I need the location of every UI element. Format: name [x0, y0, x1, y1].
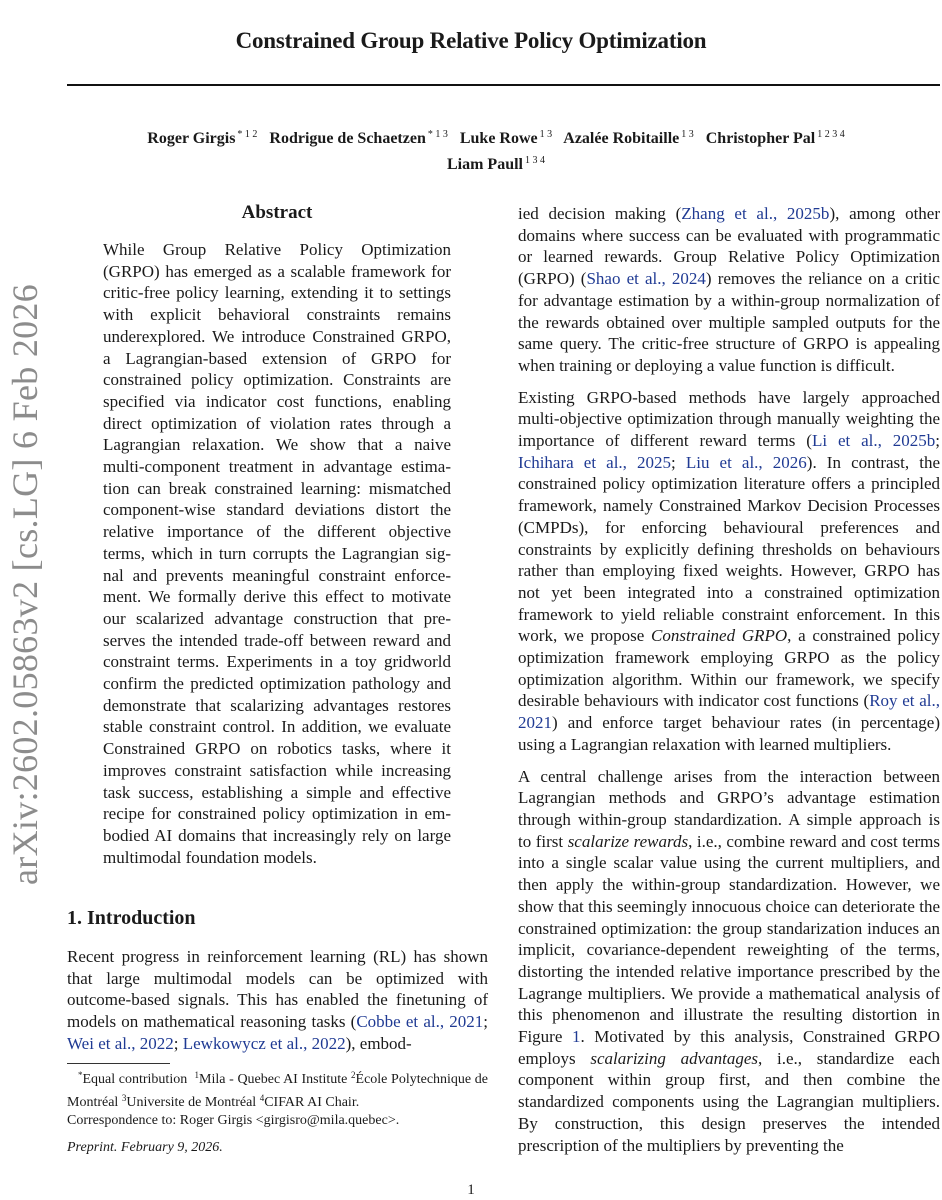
affiliation-number: 2	[351, 1070, 356, 1080]
correspondence-text: Correspondence to: Roger Girgis <girgisro@mila.quebec>.	[67, 1113, 400, 1128]
paper-title: Constrained Group Relative Policy Optimization	[235, 28, 707, 53]
page-number: 1	[467, 1182, 475, 1198]
affiliation-text: Mila - Quebec AI Institute	[199, 1072, 352, 1087]
author-name: Christopher Pal	[705, 130, 816, 147]
arxiv-stamp[interactable]: arXiv:2602.05863v2 [cs.LG] 6 Feb 2026	[5, 283, 45, 885]
author-affiliation: * 1 3	[427, 129, 448, 140]
emphasis-term: scalarizing advantages	[590, 1048, 759, 1068]
intro-text: . Motivated by this analysis, Constrained GRPO employs	[518, 1027, 940, 1068]
intro-text: ), among other domains where success can be evaluated with programmatic or learned rewards. Group Relative Policy Optimization (GRPO) (	[518, 204, 941, 289]
intro-text: ) and enforce target behaviour rates (in percentage) using a Lagrangian relaxation with learned multipliers.	[518, 713, 940, 754]
intro-text: ). In contrast, the constrained policy optimization literature offers a principled framework, namely Constrained Markov Decision Processes (CMPDs), for enforcing behavioural preferences and constraints by explicitly defining thresholds on behaviours rather than employing fixed weights. However, GRPO has not yet been integrated into a constrained optimization framework to yield reliable constraint enforcement. In this work, we propose	[518, 452, 940, 646]
citation-link[interactable]: Li et al., 2025b	[811, 431, 936, 451]
citation-separator: ;	[483, 1012, 488, 1032]
title-rule	[67, 84, 940, 86]
citation-link[interactable]: Roy et al., 2021	[518, 691, 940, 733]
author-affiliation: 1 3	[539, 129, 553, 140]
affiliation-text: École Polytechnique de Montréal	[67, 1072, 489, 1110]
footnote	[67, 1066, 488, 1130]
section-heading-introduction: 1. Introduction	[67, 907, 196, 929]
citation-link[interactable]: Ichihara et al., 2025	[518, 452, 672, 472]
affiliation-number: 3	[121, 1093, 127, 1103]
intro-paragraph	[518, 766, 940, 1157]
footnote-text: Equal contribution	[82, 1072, 191, 1087]
author-name: Liam Paull	[446, 156, 523, 173]
abstract-text: While Group Relative Policy Optimization (GRPO) has emerged as a scalable framework for critic-free policy learning, extending it to settings with explicit behavioral constraints remains underexplored. We introduce Constrained GRPO, a Lagrangian-based extension of GRPO for constrained policy optimization. Constraints are specified via indicator cost functions, enabling direct optimization of violation rates through a Lagrangian relaxation. We show that a naive multi-component treatment in advantage estimation can break constrained learning: mismatched component-wise standard deviations distort the relative importance of the different objective terms, which in turn corrupts the Lagrangian signal and prevents meaningful constraint enforcement. We formally derive this effect to motivate our scalarized advantage construction that preserves the intended trade-off between reward and constraint terms. Experiments in a toy gridworld confirm the predicted optimization pathology and demonstrate that scalarizing advantages restores stable constraint control. In addition, we evaluate Constrained GRPO on robotics tasks, where it improves constraint satisfaction while increasing task success, establishing a simple and effective recipe for constrained policy optimization in embodied AI domains that increasingly rely on large multimodal foundation models.	[103, 240, 451, 867]
emphasis-term: Constrained GRPO	[651, 626, 788, 646]
citation-link[interactable]: Zhang et al., 2025b	[681, 204, 830, 223]
footnote-rule	[67, 1063, 170, 1064]
intro-paragraph	[518, 203, 940, 377]
author-affiliation: 1 2 3 4	[817, 129, 845, 140]
intro-text: , a constrained policy optimization framework employing GRPO as the policy optimization algorithm. Within our framework, we specify desirable behaviours with indicator cost functions (	[518, 626, 940, 711]
citation-link[interactable]: Lewkowycz et al., 2022	[182, 1033, 346, 1053]
citation-separator: ;	[935, 431, 940, 451]
affiliation-number: 4	[259, 1093, 265, 1103]
intro-text: A central challenge arises from the interaction between Lagrangian methods and GRPO’s advantage estimation through within-group standardization. A simple approach is to first	[518, 766, 940, 851]
intro-text: Existing GRPO-based methods have largely approached multi-objective optimization through manually weighting the importance of different reward terms (	[518, 387, 940, 451]
intro-paragraph	[67, 946, 488, 1055]
figure-reference-link[interactable]: 1	[571, 1027, 581, 1047]
author-name: Luke Rowe	[459, 130, 538, 147]
author-name: Azalée Robitaille	[563, 130, 680, 147]
intro-text: ) removes the reliance on a critic for advantage estimation by a within-group normalization of the rewards obtained over multiple sampled outputs for the same query. The critic-free structure of GRPO is appealing when training or deploying a value function is difficult.	[518, 269, 940, 375]
intro-text: Recent progress in reinforcement learning (RL) has shown that large multimodal models can be optimized with outcome-based signals. This has enabled the finetuning of models on mathematical reasoning tasks (	[67, 947, 488, 1032]
author-name: Rodrigue de Schaetzen	[269, 130, 426, 147]
citation-link[interactable]: Liu et al., 2026	[685, 452, 807, 472]
author-name: Roger Girgis	[147, 130, 236, 147]
citation-link[interactable]: Shao et al., 2024	[586, 269, 706, 289]
author-affiliation: * 1 2	[237, 129, 258, 140]
intro-text: , i.e., standardize each component within group first, and then combine the standardized components using the Lagrangian multipliers. By construction, this design preserves the intended prescription of the multipliers by preventing the	[518, 1048, 941, 1155]
emphasis-term: scalarize rewards	[567, 831, 689, 851]
citation-separator: ;	[173, 1033, 183, 1053]
author-list	[60, 124, 940, 176]
author-affiliation: 1 3	[681, 129, 694, 140]
intro-text: , i.e., combine reward and cost terms into a single scalar value using the current multipliers, and then apply the within-group standardization. However, we show that this seemingly innocuous choice can deteriorate the constrained optimization: the group standarization induces an implicit, covariance-dependent reweighting of the terms, distorting the intended relative importance prescribed by the Lagrange multipliers. We provide a mathematical analysis of this phenomenon and illustrate the resulting distortion in Figure	[518, 831, 940, 1047]
footnote-mark: *	[77, 1070, 83, 1080]
citation-separator: ;	[671, 452, 686, 472]
intro-text: ied decision making (	[518, 204, 682, 223]
author-affiliation: 1 3 4	[525, 155, 545, 166]
right-column	[518, 203, 940, 1166]
citation-link[interactable]: Cobbe et al., 2021	[356, 1012, 484, 1032]
affiliation-text: Universite de Montréal	[126, 1095, 260, 1110]
abstract-heading: Abstract	[241, 202, 313, 223]
affiliation-number: 1	[194, 1070, 200, 1080]
citation-link[interactable]: Wei et al., 2022	[67, 1033, 174, 1053]
intro-paragraph	[518, 387, 940, 756]
affiliation-text: CIFAR AI Chair.	[264, 1095, 360, 1110]
preprint-note: Preprint. February 9, 2026.	[67, 1140, 223, 1155]
intro-text: ), embod-	[345, 1033, 412, 1053]
